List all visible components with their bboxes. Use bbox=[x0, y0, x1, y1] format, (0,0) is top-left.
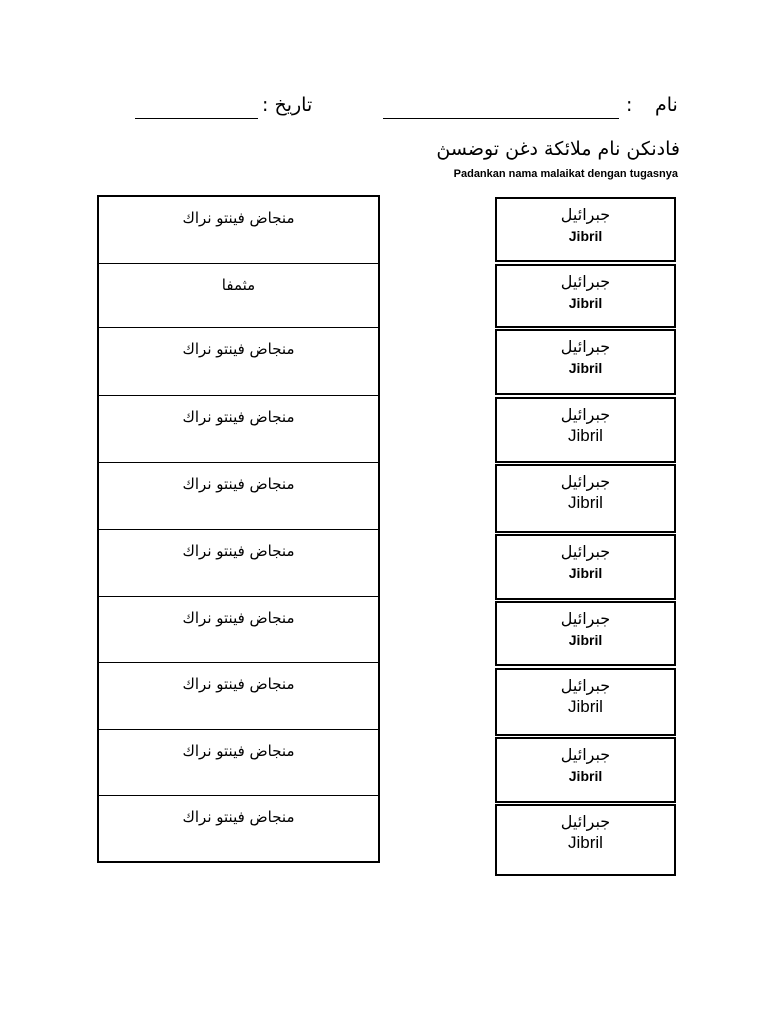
duties-column bbox=[97, 195, 380, 863]
duty-item[interactable] bbox=[99, 264, 378, 328]
duty-text: منجاض فينتو نراك bbox=[182, 408, 295, 426]
instruction-rumi: Padankan nama malaikat dengan tugasnya bbox=[453, 168, 678, 180]
duty-item[interactable] bbox=[99, 796, 378, 861]
angel-rumi: Jibril bbox=[568, 565, 603, 581]
angel-item[interactable] bbox=[495, 464, 676, 533]
angel-item[interactable] bbox=[495, 264, 676, 328]
angel-rumi: Jibril bbox=[568, 768, 603, 784]
name-label: نام bbox=[655, 94, 678, 116]
angel-jawi: جبرائيل bbox=[560, 472, 611, 491]
duty-item[interactable] bbox=[99, 328, 378, 396]
duty-item[interactable] bbox=[99, 463, 378, 530]
duty-text: منجاض فينتو نراك bbox=[182, 209, 295, 227]
angel-rumi: Jibril bbox=[568, 426, 603, 445]
angel-item[interactable] bbox=[495, 329, 676, 395]
name-colon: : bbox=[626, 94, 633, 116]
angel-rumi: Jibril bbox=[568, 833, 603, 852]
angel-jawi: جبرائيل bbox=[560, 542, 611, 561]
angel-rumi: Jibril bbox=[568, 295, 603, 311]
date-label: تاريخ : bbox=[262, 94, 313, 116]
duty-item[interactable] bbox=[99, 597, 378, 663]
angel-jawi: جبرائيل bbox=[560, 337, 611, 356]
angel-jawi: جبرائيل bbox=[560, 272, 611, 291]
angel-item[interactable] bbox=[495, 397, 676, 463]
angel-rumi: Jibril bbox=[568, 360, 603, 376]
duty-text: منجاض فينتو نراك bbox=[182, 808, 295, 826]
angel-item[interactable] bbox=[495, 534, 676, 600]
duty-text: منجاض فينتو نراك bbox=[182, 475, 295, 493]
angel-item[interactable] bbox=[495, 804, 676, 876]
duty-text: مثمفا bbox=[221, 276, 256, 294]
angel-item[interactable] bbox=[495, 601, 676, 666]
angel-rumi: Jibril bbox=[568, 632, 603, 648]
angel-jawi: جبرائيل bbox=[560, 609, 611, 628]
angel-rumi: Jibril bbox=[568, 697, 603, 716]
angel-rumi: Jibril bbox=[568, 493, 603, 512]
angel-jawi: جبرائيل bbox=[560, 405, 611, 424]
duty-item[interactable] bbox=[99, 663, 378, 730]
angel-item[interactable] bbox=[495, 668, 676, 736]
name-field-line[interactable] bbox=[383, 118, 619, 119]
date-field-line[interactable] bbox=[135, 118, 258, 119]
angel-item[interactable] bbox=[495, 197, 676, 262]
angel-item[interactable] bbox=[495, 737, 676, 803]
duty-text: منجاض فينتو نراك bbox=[182, 675, 295, 693]
angel-jawi: جبرائيل bbox=[560, 745, 611, 764]
duty-item[interactable] bbox=[99, 530, 378, 597]
duty-item[interactable] bbox=[99, 197, 378, 264]
duty-text: منجاض فينتو نراك bbox=[182, 542, 295, 560]
angel-jawi: جبرائيل bbox=[560, 676, 611, 695]
duty-item[interactable] bbox=[99, 396, 378, 463]
duty-text: منجاض فينتو نراك bbox=[182, 742, 295, 760]
duty-item[interactable] bbox=[99, 730, 378, 796]
angel-jawi: جبرائيل bbox=[560, 205, 611, 224]
angel-jawi: جبرائيل bbox=[560, 812, 611, 831]
instruction-jawi: فادنكن نام ملائكة دغن توضسڽ bbox=[436, 138, 680, 160]
angel-rumi: Jibril bbox=[568, 228, 603, 244]
duty-text: منجاض فينتو نراك bbox=[182, 609, 295, 627]
duty-text: منجاض فينتو نراك bbox=[182, 340, 295, 358]
